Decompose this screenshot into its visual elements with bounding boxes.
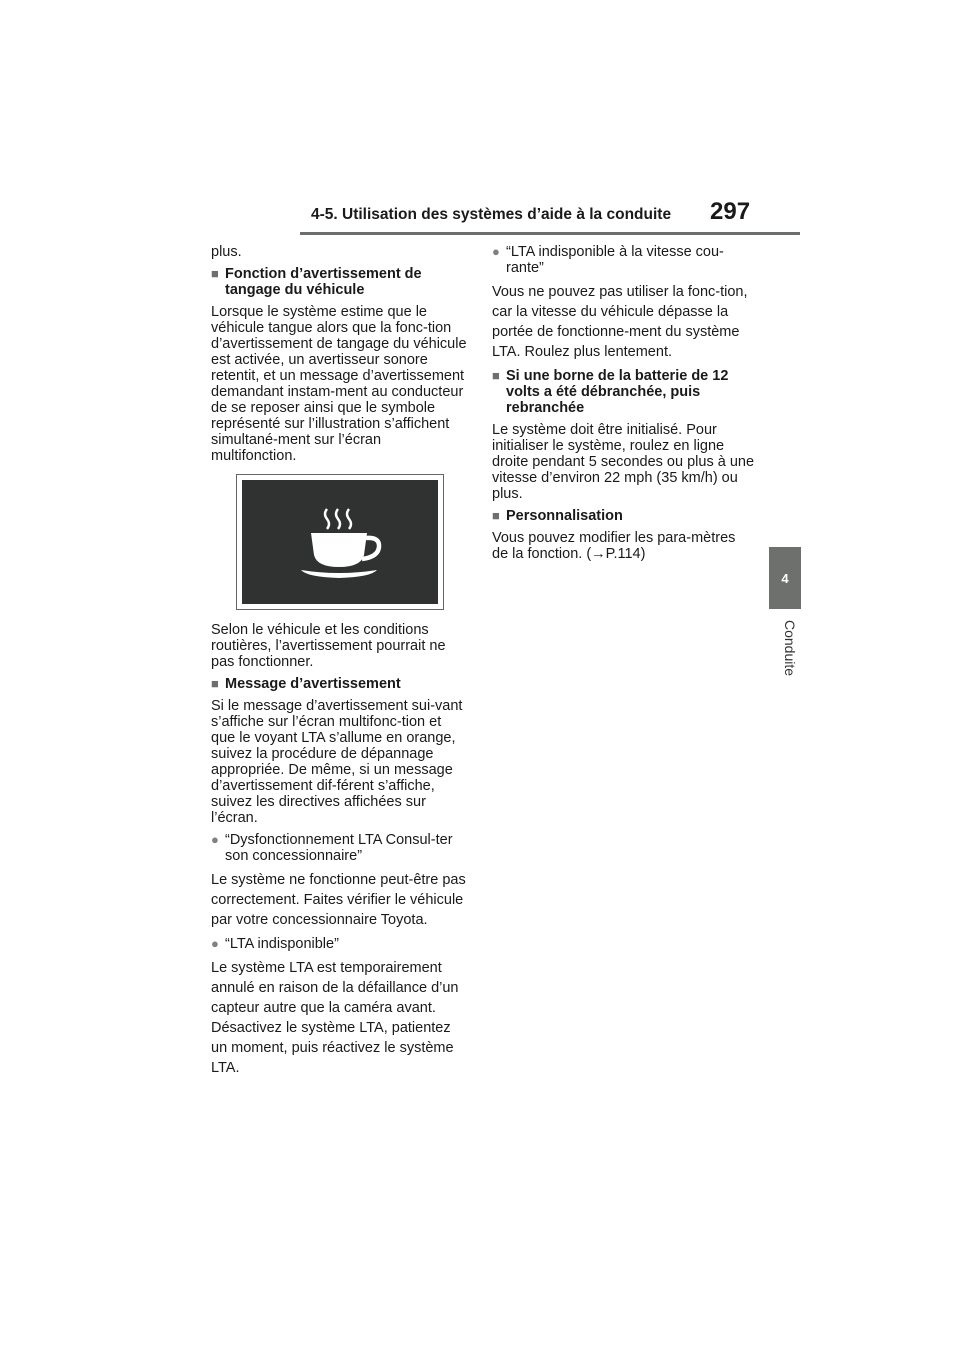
dot-bullet-icon: ● (211, 832, 219, 847)
square-bullet-icon: ■ (492, 368, 500, 383)
warning-illustration (236, 474, 444, 610)
heading-warning-message (211, 676, 469, 692)
paragraph: Le système ne fonctionne peut-être pas correctement. Faites vérifier le véhicule par votre concessionnaire Toyota. (211, 872, 466, 928)
dot-bullet-icon: ● (492, 244, 500, 259)
header-divider (300, 232, 800, 235)
paragraph: Le système doit être initialisé. Pour initialiser le système, roulez en ligne droite pendant 5 secondes ou plus à une vitesse d’environ 22 mph (35 km/h) ou plus. (492, 422, 755, 502)
section-title: 4-5. Utilisation des systèmes d’aide à la conduite (311, 206, 672, 223)
chapter-label: Conduite (782, 620, 798, 677)
right-column (492, 244, 754, 568)
coffee-cup-icon (237, 475, 443, 609)
heading-text: Si une borne de la batterie de 12 volts a été débranchée, puis rebranchée (506, 368, 729, 416)
paragraph: Selon le véhicule et les conditions routières, l’avertissement pourrait ne pas fonctionner. (211, 622, 446, 670)
heading-text: Message d’avertissement (225, 676, 401, 692)
bullet-text: “Dysfonctionnement LTA Consul-ter son concessionnaire” (225, 832, 453, 864)
intro-text: plus. (211, 244, 242, 260)
list-item (211, 936, 469, 952)
paragraph: Vous ne pouvez pas utiliser la fonc-tion, car la vitesse du véhicule dépasse la portée de fonctionne-ment du système LTA. Roulez plus lentement. (492, 284, 748, 360)
bullet-text: “LTA indisponible à la vitesse cou-rante” (506, 244, 724, 276)
heading-customization (492, 508, 754, 524)
paragraph: Lorsque le système estime que le véhicule tangue alors que la fonc-tion d’avertissement de tangage du véhicule est activée, un avertisseur sonore retentit, et un message d’avertissement demandant instam-ment au conducteur de se reposer ainsi que le symbole représenté sur l’illustration s’affichent simultané-ment sur l’écran multifonction. (211, 304, 467, 464)
square-bullet-icon: ■ (211, 266, 219, 281)
chapter-tab[interactable] (769, 547, 801, 609)
dot-bullet-icon: ● (211, 936, 219, 951)
heading-pitch-warning (211, 266, 469, 298)
paragraph: Le système LTA est temporairement annulé en raison de la défaillance d’un capteur autre que la caméra avant. Désactivez le système LTA, patientez un moment, puis réactivez le système LTA. (211, 960, 459, 1076)
list-item (211, 832, 469, 864)
page-number: 297 (710, 198, 751, 225)
square-bullet-icon: ■ (492, 508, 500, 523)
chapter-number: 4 (781, 570, 789, 586)
heading-battery (492, 368, 754, 416)
paragraph: Si le message d’avertissement sui-vant s’affiche sur l’écran multifonc-tion et que le voyant LTA s’allume en orange, suivez la procédure de dépannage appropriée. De même, si un message d’avertissement dif-férent s’affiche, suivez les directives affichées sur l’écran. (211, 698, 463, 826)
heading-text: Personnalisation (506, 508, 623, 524)
bullet-text: “LTA indisponible” (225, 936, 339, 952)
square-bullet-icon: ■ (211, 676, 219, 691)
paragraph: Vous pouvez modifier les para-mètres de la fonction. (→P.114) (492, 530, 736, 562)
list-item (492, 244, 754, 276)
heading-text: Fonction d’avertissement de tangage du véhicule (225, 266, 422, 298)
left-column (211, 244, 469, 1084)
